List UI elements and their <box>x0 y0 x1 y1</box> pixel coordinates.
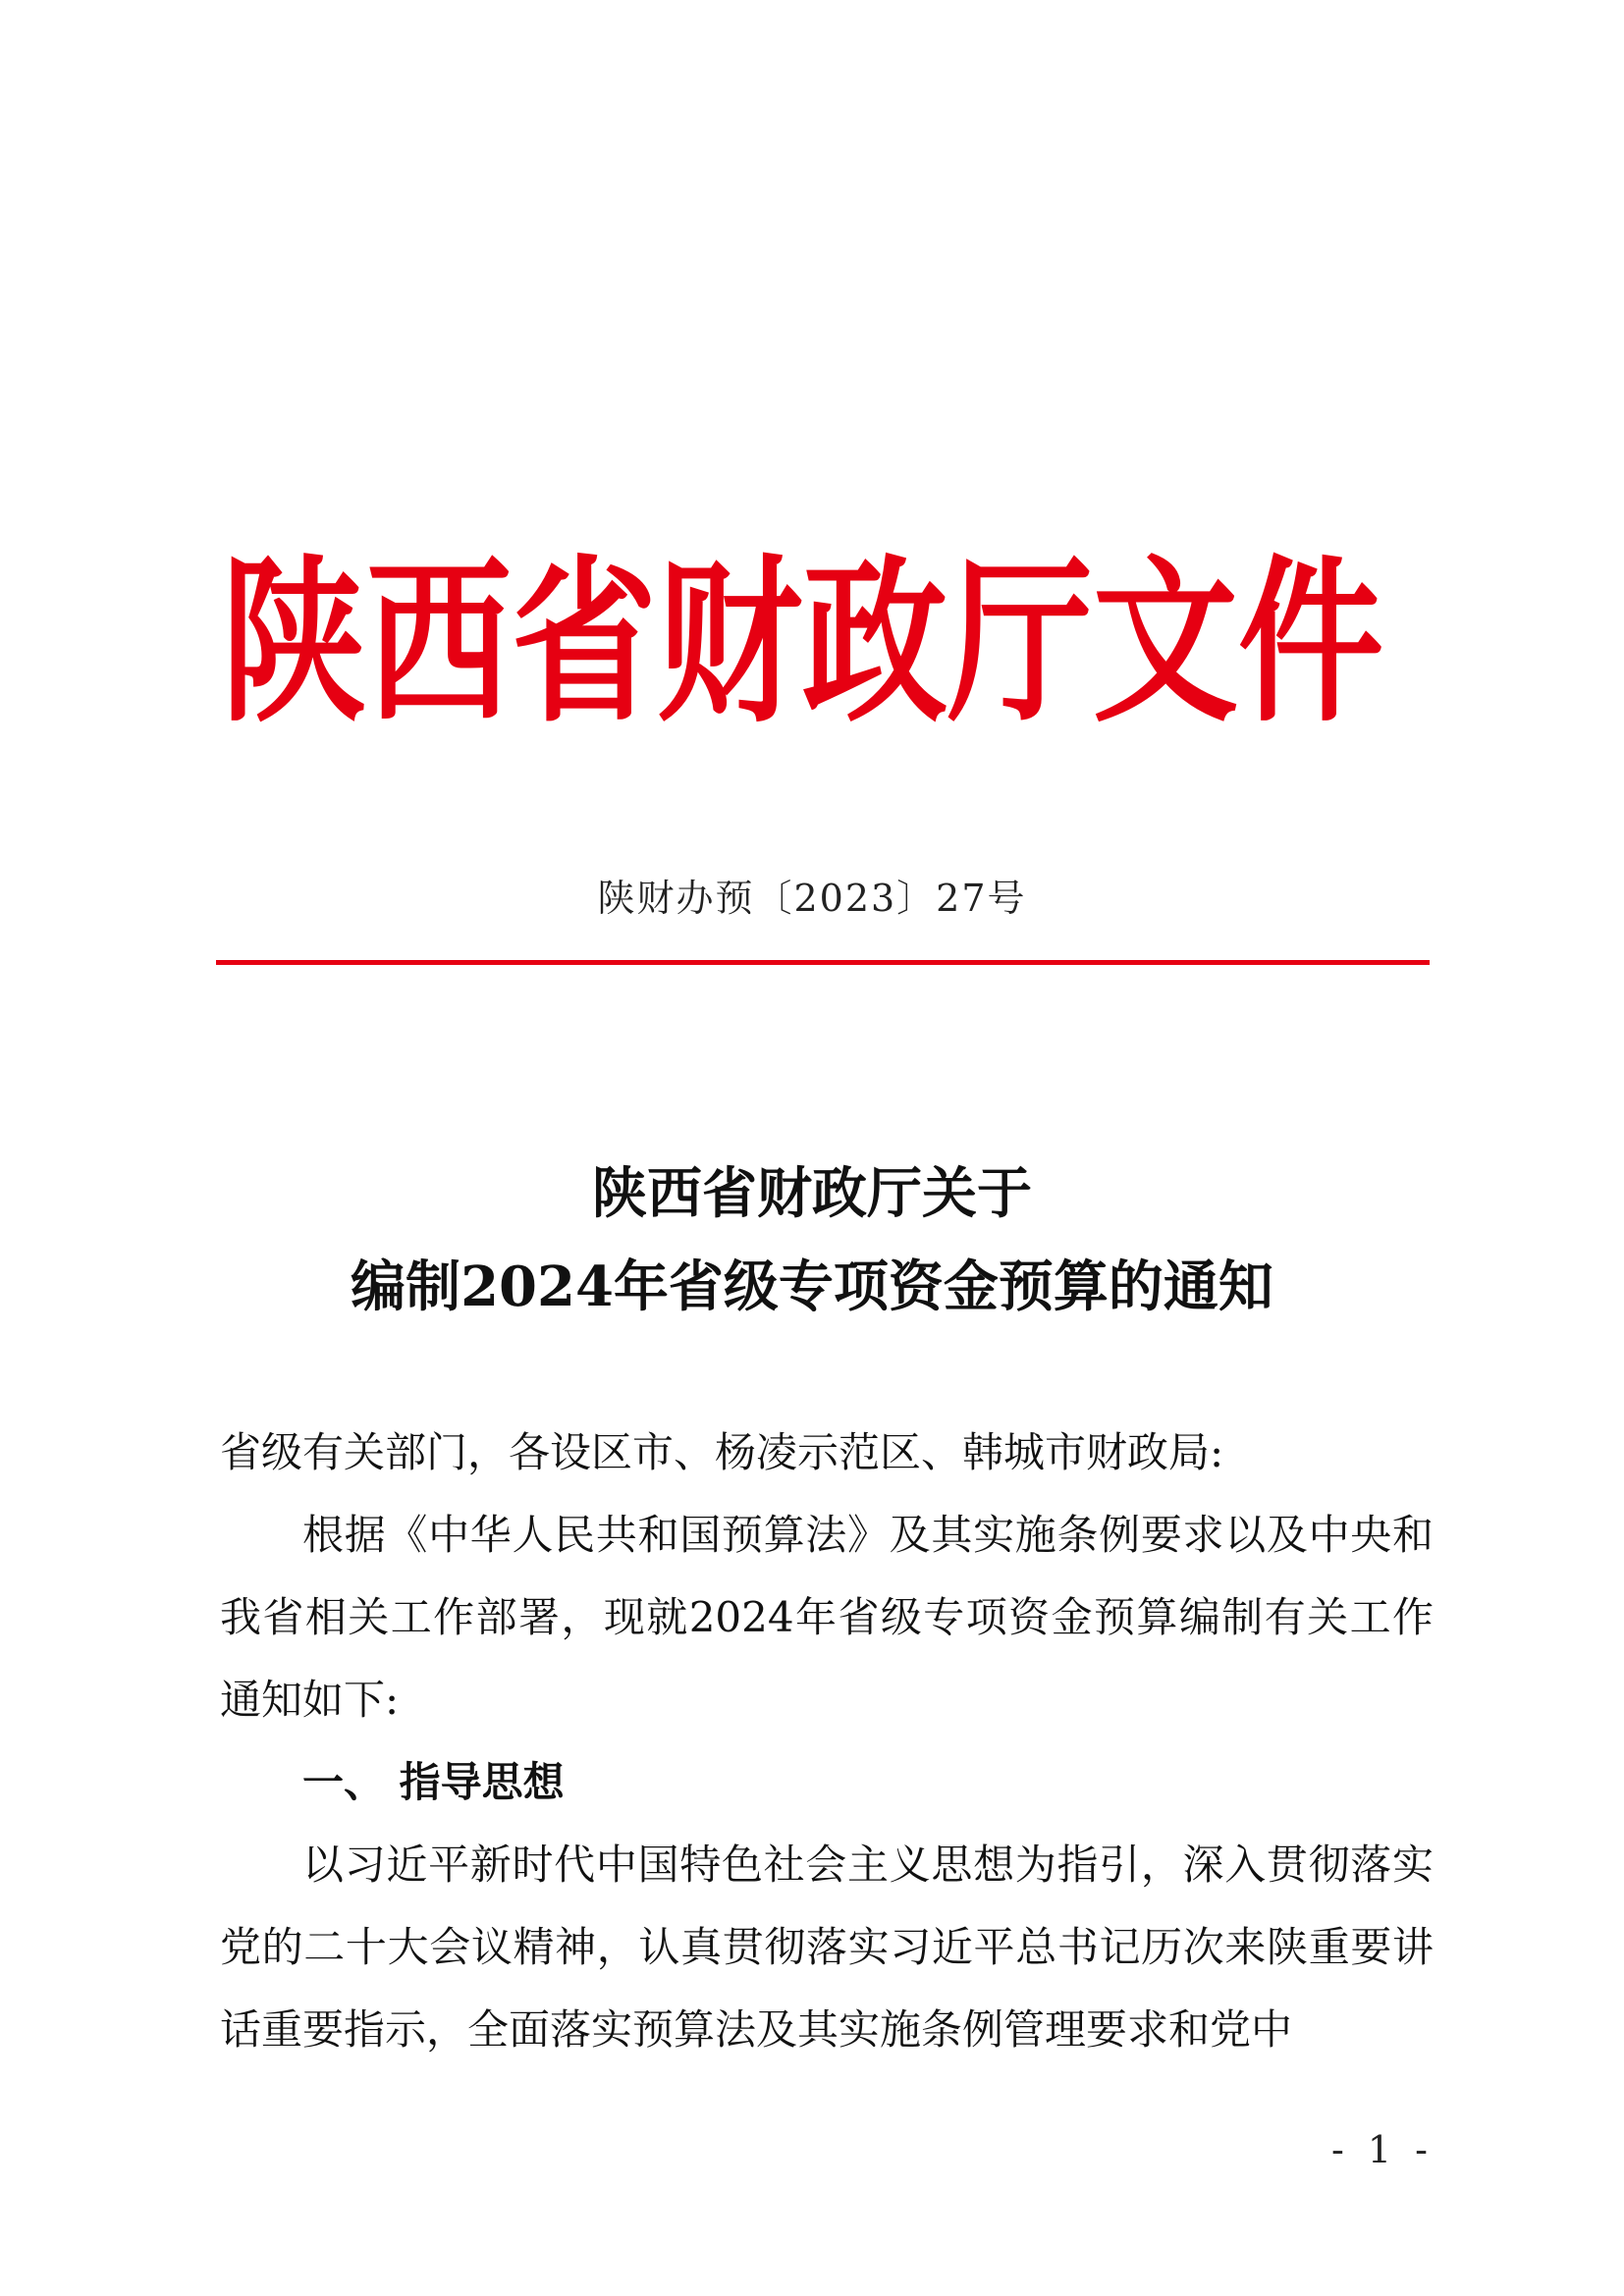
red-divider-line <box>216 960 1430 965</box>
section-heading-guiding-ideology: 一、 指导思想 <box>302 1758 565 1806</box>
document-number: 陕财办预〔2023〕27号 <box>597 877 1027 920</box>
notice-title-line-1: 陕西省财政厅关于 <box>592 1161 1032 1226</box>
body-paragraph-1: 根据《中华人民共和国预算法》及其实施条例要求以及中央和我省相关工作部署，现就2024年省级专项资金预算编制有关工作通知如下: <box>220 1511 1434 1724</box>
masthead-title: 陕西省财政厅文件 <box>221 540 1383 746</box>
body-paragraph-2: 以习近平新时代中国特色社会主义思想为指引，深入贯彻落实党的二十大会议精神，认真贯彻落实习近平总书记历次来陕重要讲话重要指示，全面落实预算法及其实施条例管理要求和党中 <box>220 1841 1434 2054</box>
page-number: - 1 - <box>1330 2128 1434 2171</box>
notice-title-line-2: 编制2024年省级专项资金预算的通知 <box>351 1255 1273 1319</box>
salutation: 省级有关部门，各设区市、杨凌示范区、韩城市财政局: <box>220 1428 1224 1476</box>
